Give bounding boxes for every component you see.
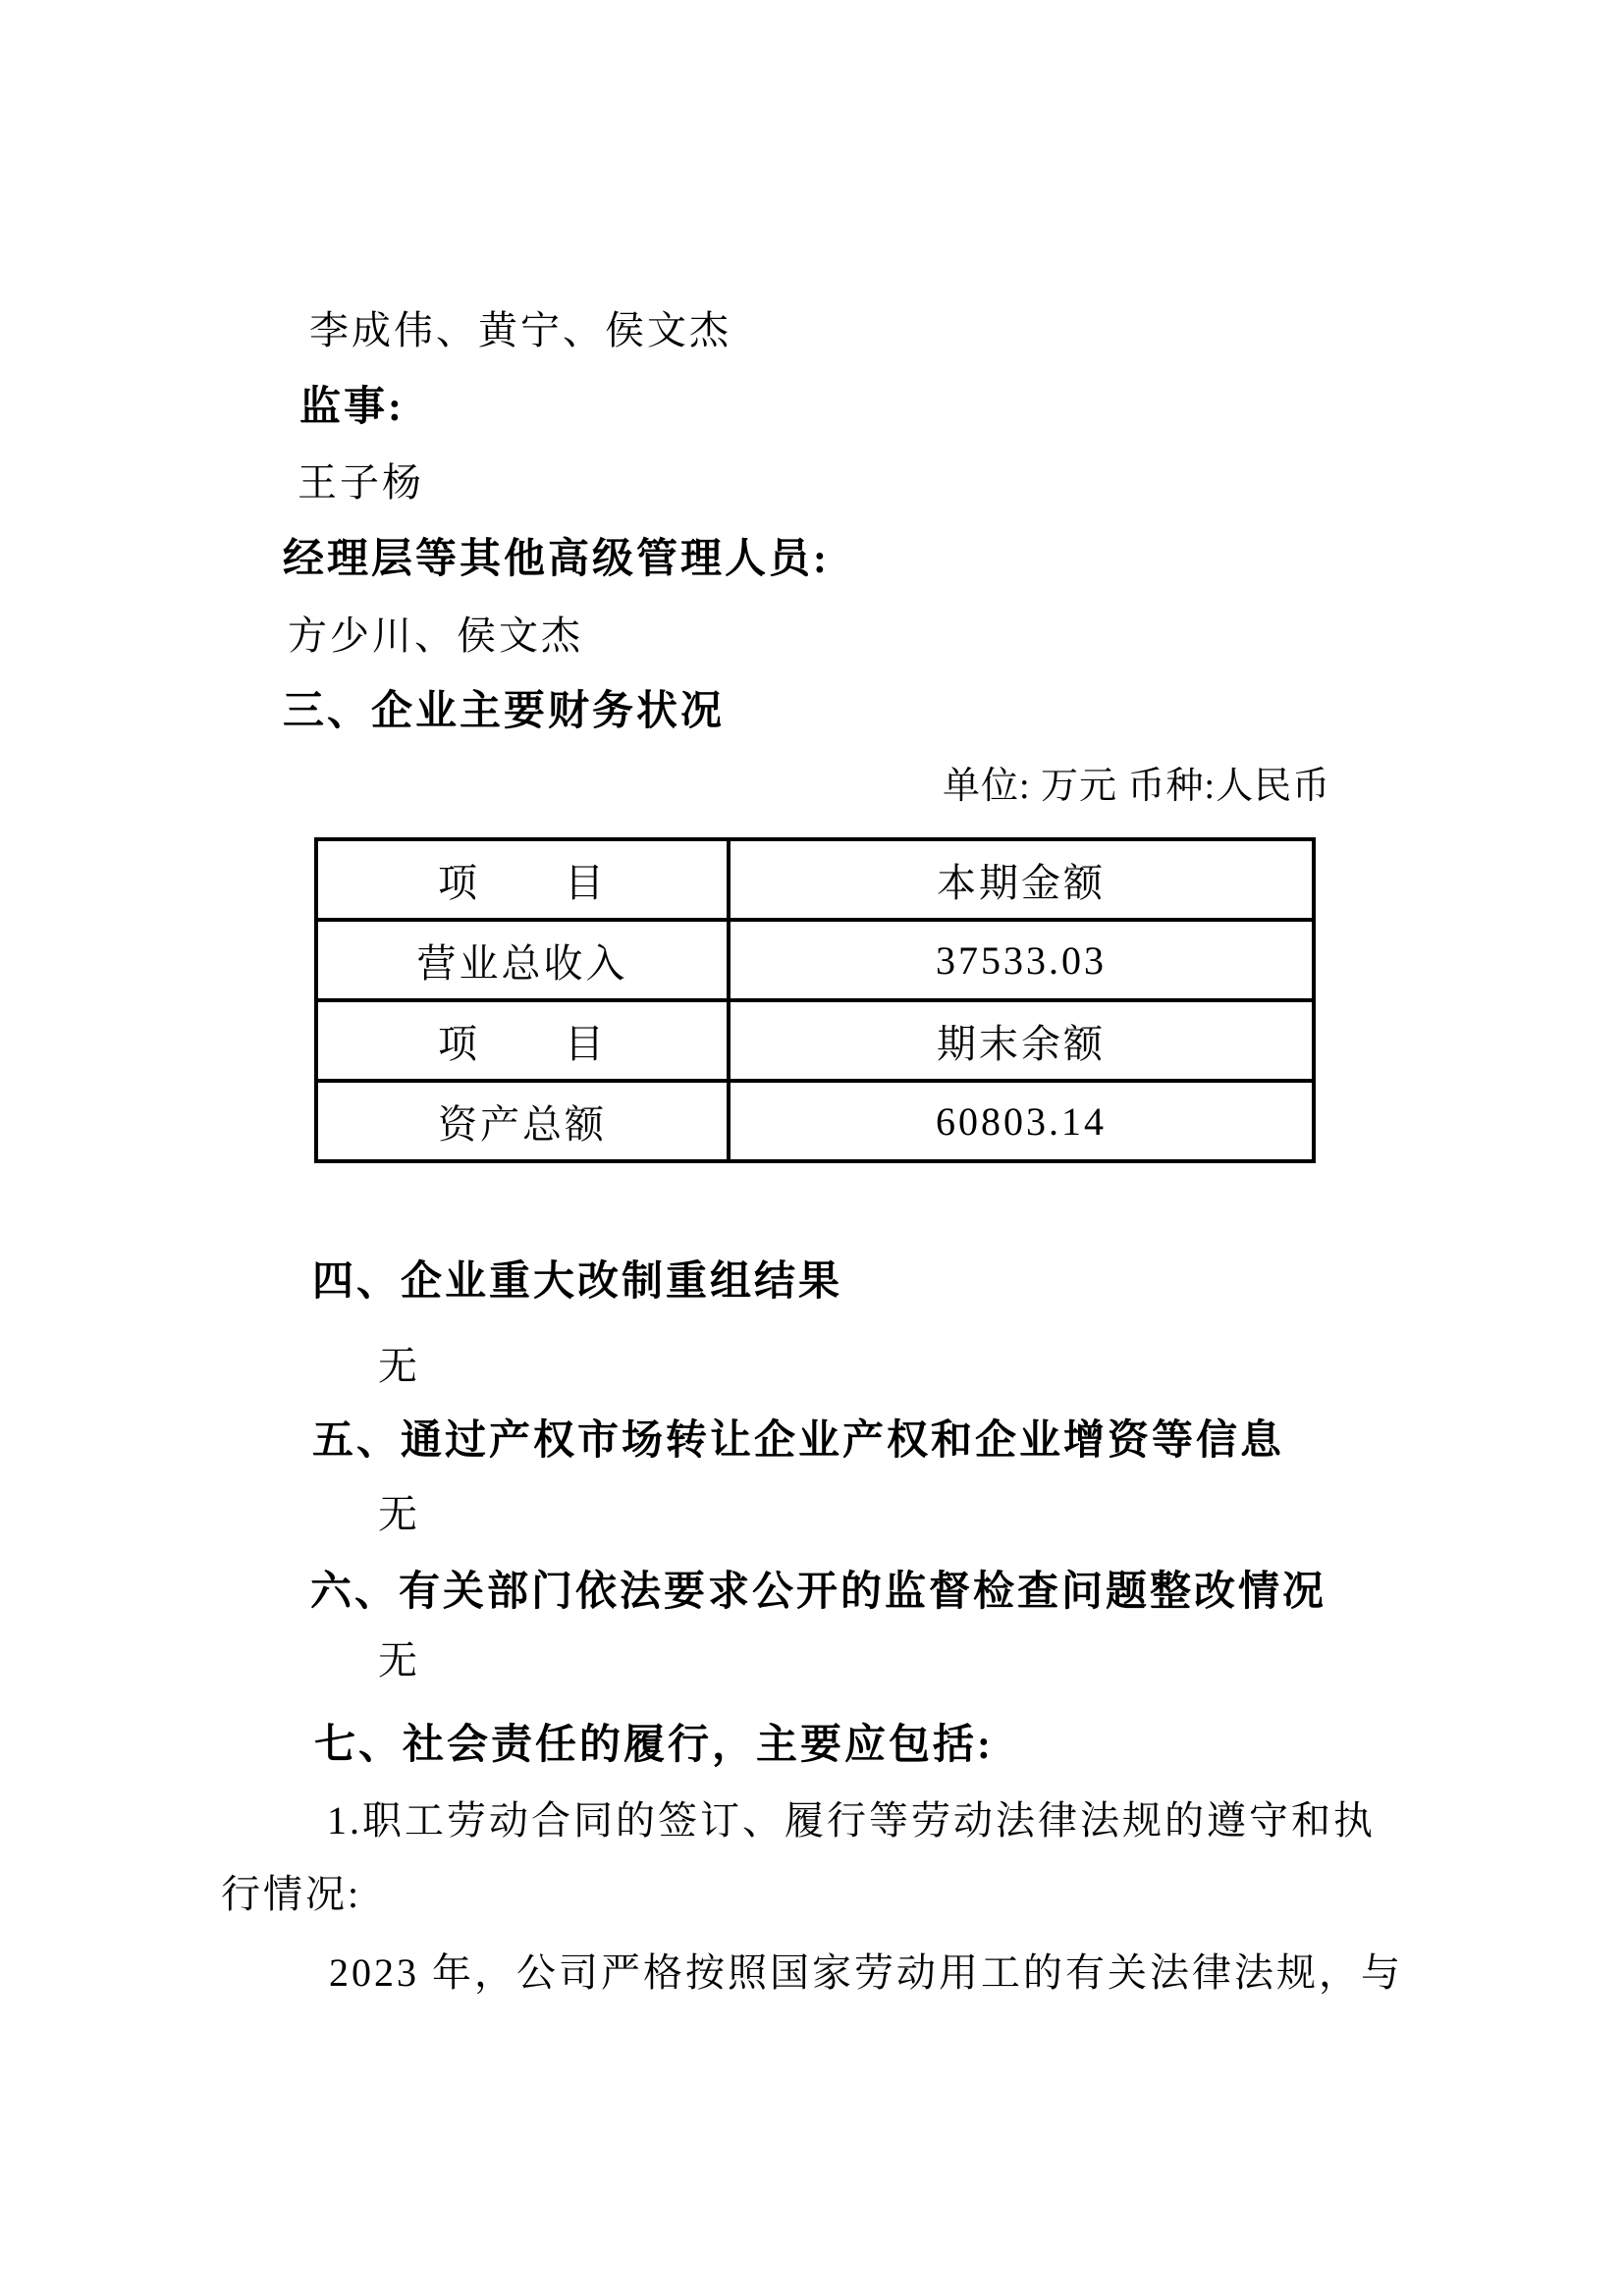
table-row — [316, 920, 1314, 1000]
section-6-value: 无 — [378, 1638, 420, 1682]
section-7-body-line1: 2023 年，公司严格按照国家劳动用工的有关法律法规，与 — [329, 1950, 1403, 1995]
section-5-heading: 五、通过产权市场转让企业产权和企业增资等信息 — [312, 1418, 1285, 1464]
section-3-heading: 三、企业主要财务状况 — [283, 689, 726, 734]
table-row — [316, 1081, 1314, 1161]
finance-table — [314, 837, 1316, 1163]
table-row — [316, 1000, 1314, 1081]
table-unit-note: 单位: 万元 币种:人民币 — [943, 766, 1331, 807]
table-cell-item-header-2: 项 目 — [316, 1000, 729, 1081]
section-4-heading: 四、企业重大改制重组结果 — [312, 1259, 843, 1305]
supervisors-heading: 监事: — [299, 385, 405, 430]
section-6-heading: 六、有关部门依法要求公开的监督检查问题整改情况 — [310, 1570, 1327, 1615]
section-5-value: 无 — [378, 1492, 420, 1536]
section-7-heading: 七、社会责任的履行，主要应包括: — [314, 1723, 994, 1768]
managers-heading: 经理层等其他高级管理人员: — [283, 537, 830, 582]
table-cell-assets-value: 60803.14 — [729, 1081, 1314, 1161]
table-cell-revenue-label: 营业总收入 — [316, 920, 729, 1000]
table-cell-item-header: 项 目 — [316, 839, 729, 920]
section-7-item1-line1: 1.职工劳动合同的签订、履行等劳动法律法规的遵守和执 — [327, 1798, 1376, 1842]
table-cell-assets-label: 资产总额 — [316, 1081, 729, 1161]
table-cell-balance-header: 期末余额 — [729, 1000, 1314, 1081]
table-row — [316, 839, 1314, 920]
supervisors-names-line: 王子杨 — [298, 460, 424, 505]
table-cell-amount-header: 本期金额 — [729, 839, 1314, 920]
section-4-value: 无 — [378, 1344, 420, 1388]
managers-names-line: 方少川、侯文杰 — [288, 614, 583, 658]
directors-names-line: 李成伟、黄宁、侯文杰 — [309, 308, 731, 352]
table-cell-revenue-value: 37533.03 — [729, 920, 1314, 1000]
section-7-item1-line2: 行情况: — [221, 1872, 362, 1916]
